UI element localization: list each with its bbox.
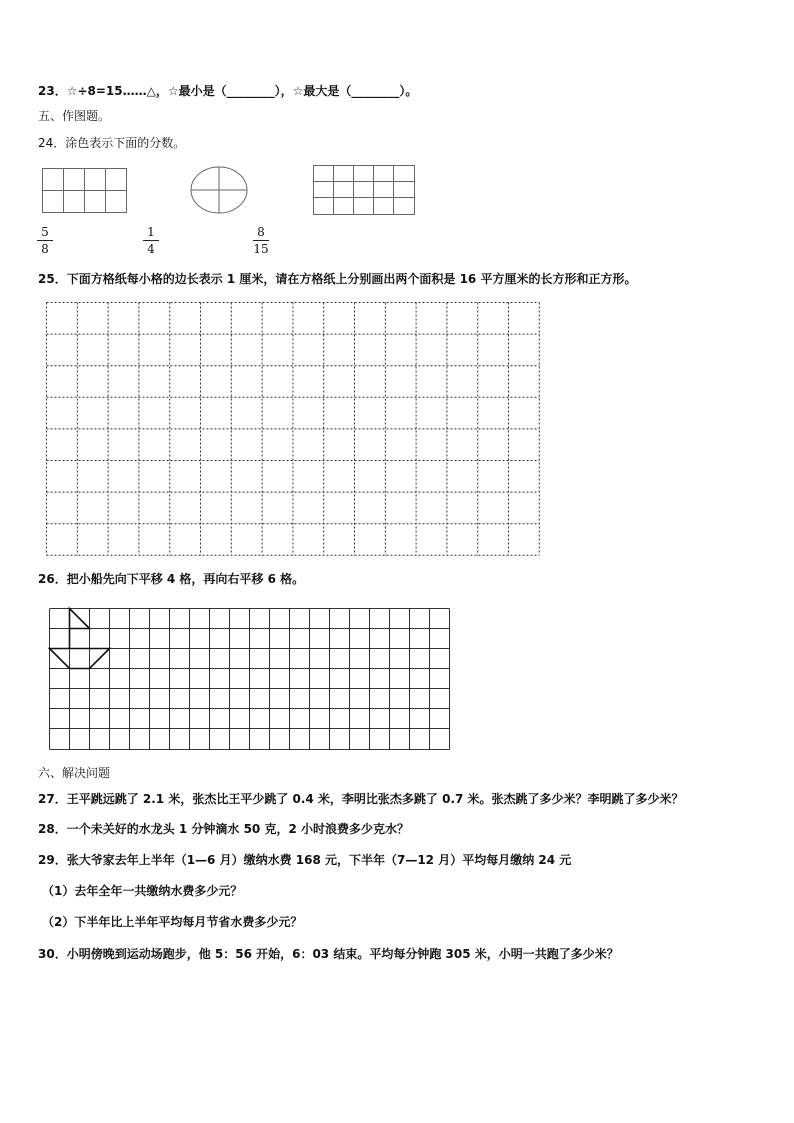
question-29: 29．张大爷家去年上半年（1—6 月）缴纳水费 168 元，下半年（7—12 月）平均每月缴纳 24 元: [38, 853, 572, 867]
section-5-heading: 五、作图题。: [38, 109, 111, 123]
question-27: 27．王平跳远跳了 2.1 米，张杰比王平少跳了 0.4 米，李明比张杰多跳了 0.7 米。张杰跳了多少米？李明跳了多少米？: [38, 792, 684, 806]
boat-sail: [70, 609, 90, 649]
fraction-numerator: 8: [257, 225, 265, 239]
fraction-denominator: 15: [253, 242, 269, 256]
question-24: 24．涂色表示下面的分数。: [38, 136, 186, 150]
boat-hull: [50, 649, 110, 669]
fraction-numerator: 5: [41, 225, 49, 239]
question-29-part-2: （2）下半年比上半年平均每月节省水费多少元？: [42, 915, 303, 929]
question-30: 30．小明傍晚到运动场跑步，他 5：56 开始，6：03 结束。平均每分钟跑 305 米，小明一共跑了多少米？: [38, 947, 619, 961]
question-26: 26．把小船先向下平移 4 格，再向右平移 6 格。: [38, 572, 305, 586]
fraction-denominator: 4: [147, 242, 155, 256]
question-23: 23．☆÷8=15……△，☆最小是（________），☆最大是（________）。: [38, 84, 418, 98]
question-28: 28．一个未关好的水龙头 1 分钟滴水 50 克，2 小时浪费多少克水？: [38, 822, 409, 836]
fraction-numerator: 1: [147, 225, 155, 239]
question-29-part-1: （1）去年全年一共缴纳水费多少元？: [42, 884, 243, 898]
section-6-heading: 六、解决问题: [38, 766, 111, 780]
question-25: 25．下面方格纸每小格的边长表示 1 厘米，请在方格纸上分别画出两个面积是 16 平方厘米的长方形和正方形。: [38, 272, 637, 286]
fraction-denominator: 8: [41, 242, 49, 256]
boat-shape: [50, 609, 110, 669]
